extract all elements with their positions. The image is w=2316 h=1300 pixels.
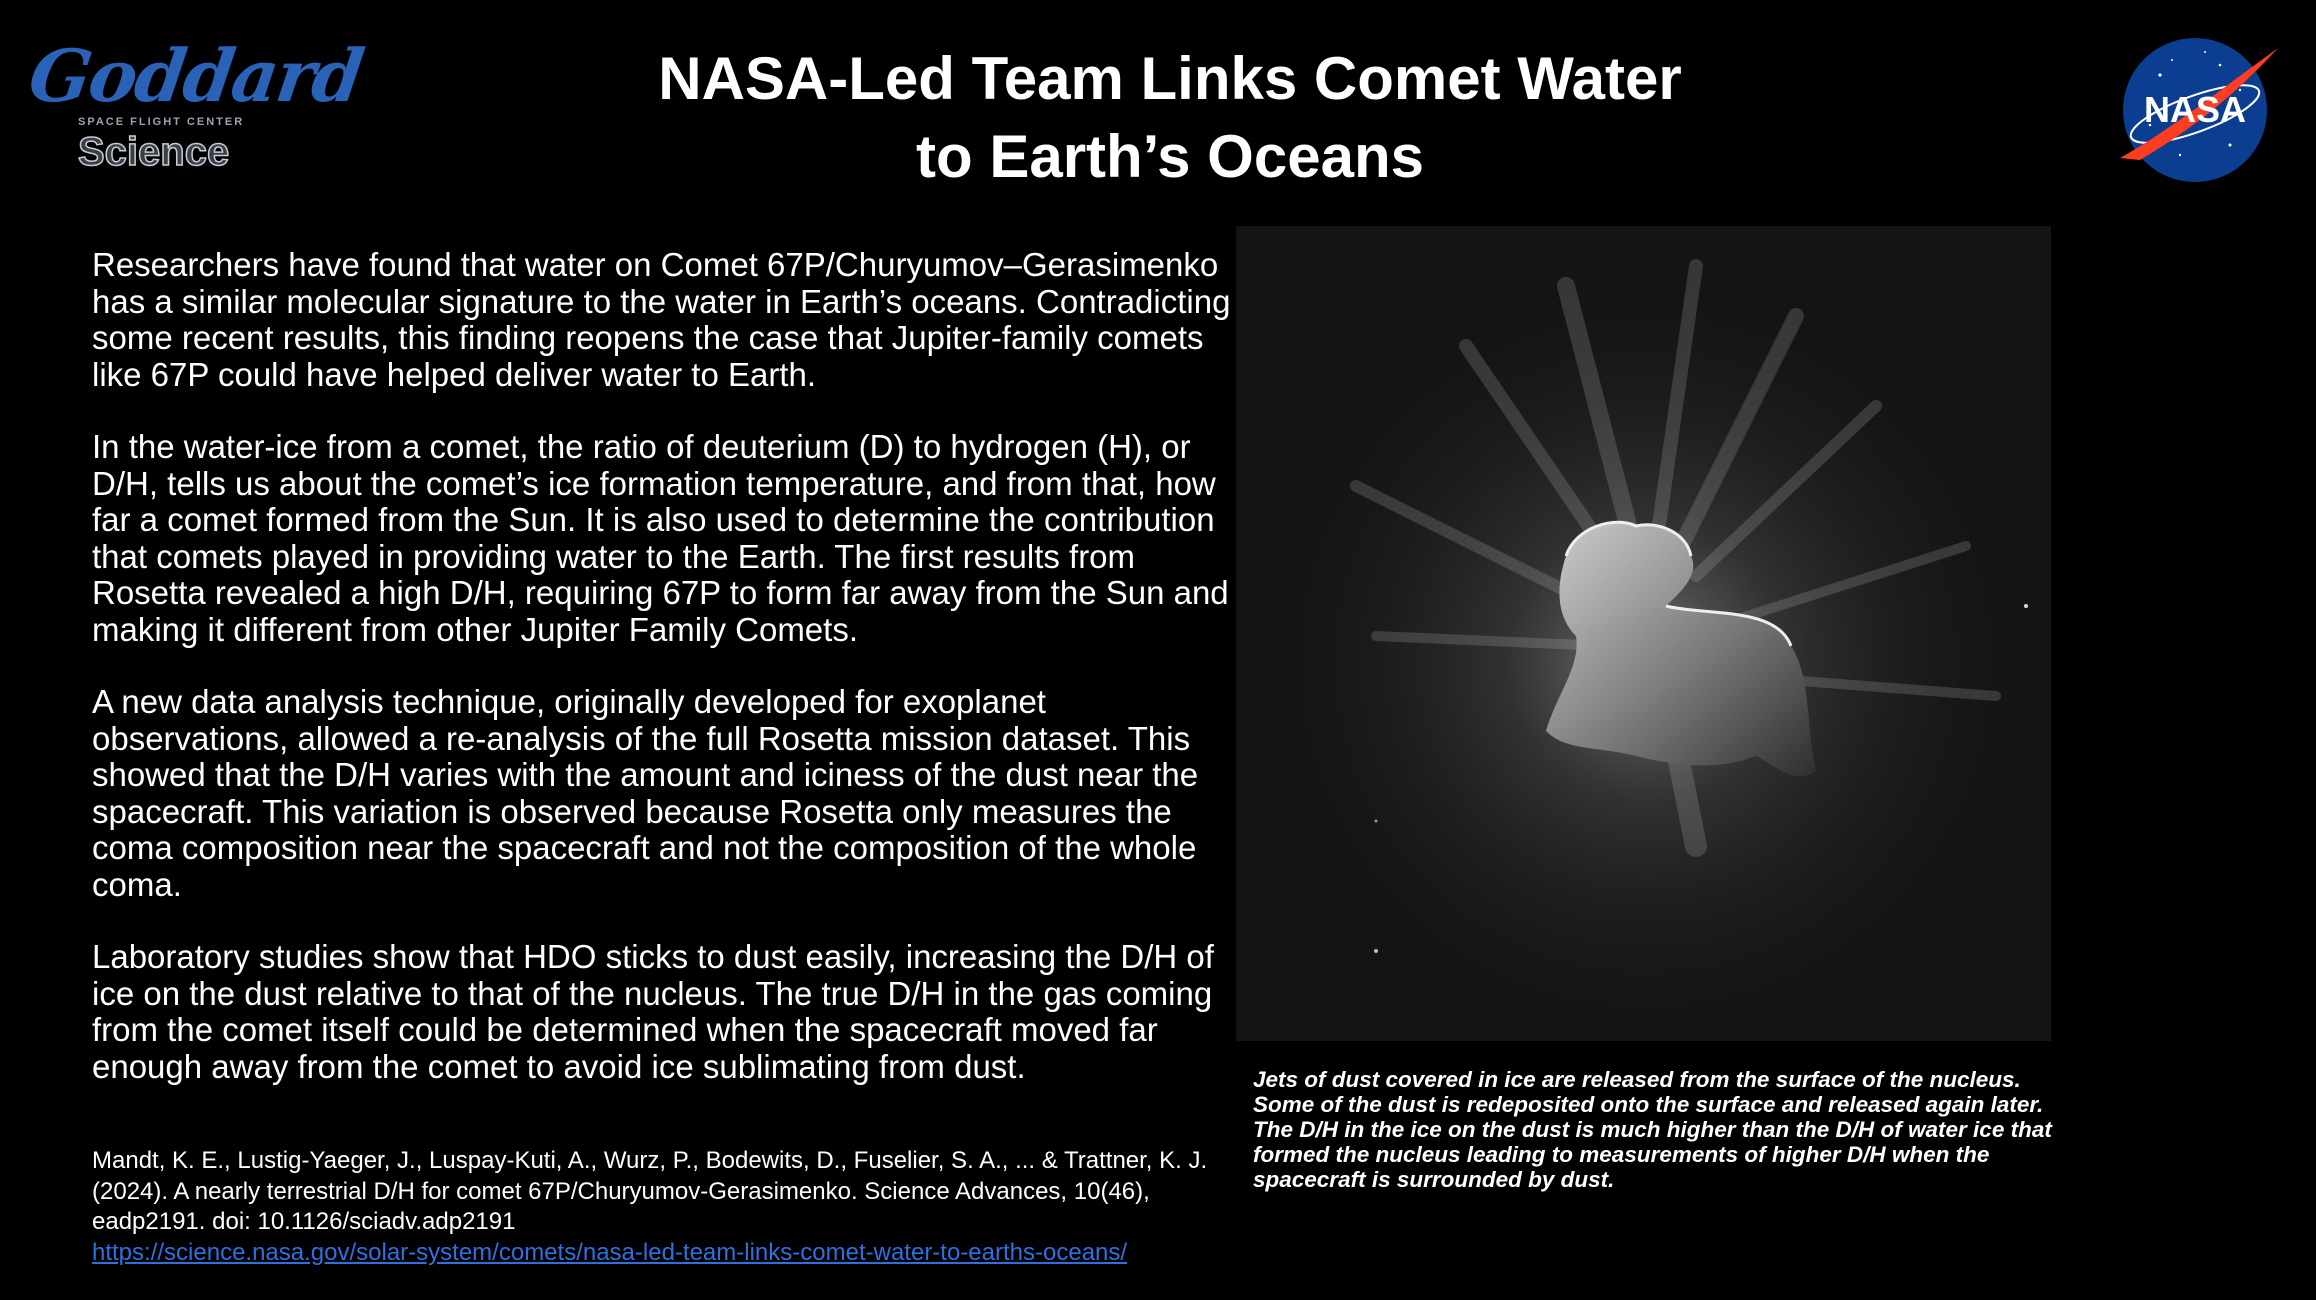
nasa-meatball-icon bbox=[2110, 30, 2280, 190]
source-link[interactable]: https://science.nasa.gov/solar-system/comets/nasa-led-team-links-comet-water-to-earths-oceans/ bbox=[92, 1238, 1128, 1266]
page-title bbox=[420, 40, 1920, 196]
goddard-script-text: Goddard bbox=[24, 33, 368, 118]
title-line-1: NASA-Led Team Links Comet Water bbox=[658, 45, 1682, 112]
goddard-subtitle: SPACE FLIGHT CENTER bbox=[78, 116, 245, 128]
image-caption: Jets of dust covered in ice are released from the surface of the nucleus. Some of the dust is redeposited onto the surface and released again later. The D/H in the ice on the dust is much higher than the D/H of water ice that formed the nucleus leading to measurements of higher D/H when the spacecraft is surrounded by dust. bbox=[1253, 1067, 2052, 1192]
goddard-science-logo bbox=[24, 33, 368, 175]
title-line-2: to Earth’s Oceans bbox=[916, 123, 1424, 190]
citation bbox=[92, 1146, 1242, 1268]
citation-text: Mandt, K. E., Lustig-Yaeger, J., Luspay-Kuti, A., Wurz, P., Bodewits, D., Fuselier, S. A., ... & Trattner, K. J. (2024). A nearly terrestrial D/H for comet 67P/Churyumov-Gerasimenko. Science Advances, 10(46), eadp2191. doi: 10.1126/sciadv.adp2191 bbox=[92, 1147, 1208, 1235]
comet-illustration bbox=[1236, 226, 2051, 1041]
comet-67p-image bbox=[1236, 226, 2051, 1041]
paragraph-1: Researchers have found that water on Comet 67P/Churyumov–Gerasimenko has a similar molecular signature to the water in Earth’s oceans. Contradicting some recent results, this finding reopens the case that Jupiter-family comets like 67P could have helped deliver water to Earth. bbox=[92, 246, 1231, 393]
paragraph-2: In the water-ice from a comet, the ratio of deuterium (D) to hydrogen (H), or D/H, tells us about the comet’s ice formation temperature, and from that, how far a comet formed from the Sun. It is also used to determine the contribution that comets played in providing water to the Earth. The first results from Rosetta revealed a high D/H, requiring 67P to form far away from the Sun and making it different from other Jupiter Family Comets. bbox=[92, 428, 1229, 648]
article-body bbox=[92, 247, 1242, 1121]
nasa-logo bbox=[2110, 30, 2280, 190]
nasa-logo-text: NASA bbox=[2143, 89, 2247, 130]
paragraph-4: Laboratory studies show that HDO sticks to dust easily, increasing the D/H of ice on the dust relative to that of the nucleus. The true D/H in the gas coming from the comet itself could be determined when the spacecraft moved far enough away from the comet to avoid ice sublimating from dust. bbox=[92, 938, 1214, 1085]
goddard-science-text: Science bbox=[78, 130, 230, 174]
paragraph-3: A new data analysis technique, originally developed for exoplanet observations, allowed a re-analysis of the full Rosetta mission dataset. This showed that the D/H varies with the amount and iciness of the dust near the spacecraft. This variation is observed because Rosetta only measures the coma composition near the spacecraft and not the composition of the whole coma. bbox=[92, 683, 1199, 903]
